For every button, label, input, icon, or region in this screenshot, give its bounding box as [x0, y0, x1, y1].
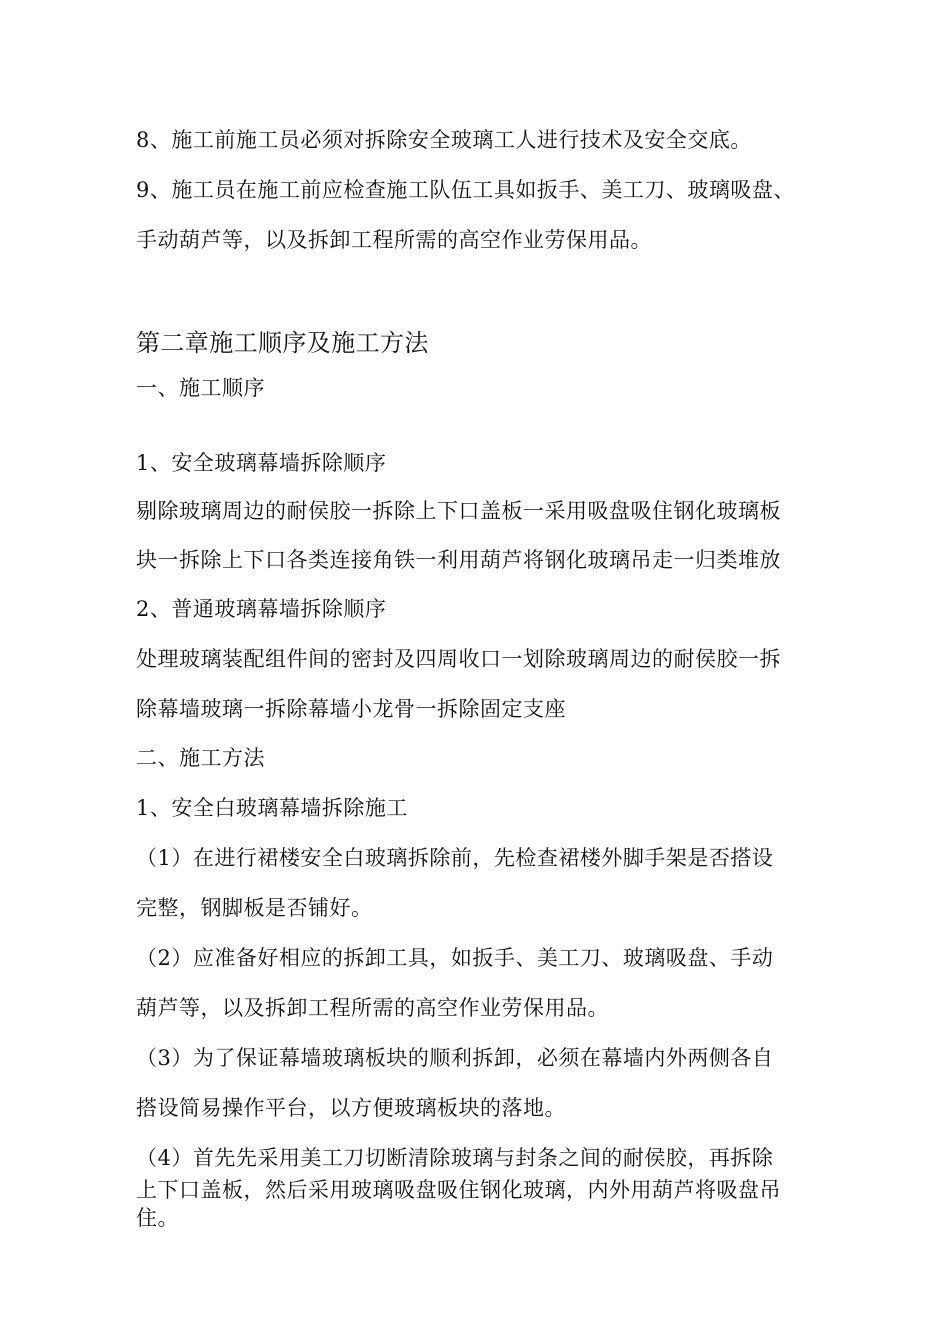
chapter-title: 第二章施工顺序及施工方法	[136, 329, 429, 357]
step-1-line-2: 完整，钢脚板是否铺好。	[136, 896, 373, 920]
section-title-method: 二、施工方法	[136, 746, 265, 770]
step-3-line-1: （3）为了保证幕墙玻璃板块的顺利拆卸，必须在幕墙内外两侧各自	[136, 1046, 774, 1070]
step-2-line-1: （2）应准备好相应的拆卸工具，如扳手、美工刀、玻璃吸盘、手动	[136, 946, 774, 970]
paragraph-item-9-line-2: 手动葫芦等，以及拆卸工程所需的高空作业劳保用品。	[136, 228, 652, 252]
ordinary-glass-order-line-1: 处理玻璃装配组件间的密封及四周收口一划除玻璃周边的耐侯胶一拆	[136, 647, 781, 671]
section-title-order: 一、施工顺序	[136, 376, 265, 400]
step-4-line-2: 上下口盖板，然后采用玻璃吸盘吸住钢化玻璃，内外用葫芦将吸盘吊	[136, 1178, 781, 1202]
step-1-line-1: （1）在进行裙楼安全白玻璃拆除前，先检查裙楼外脚手架是否搭设	[136, 846, 774, 870]
step-3-line-2: 搭设简易操作平台，以方便玻璃板块的落地。	[136, 1096, 566, 1120]
step-4-line-3: 住。	[136, 1206, 179, 1230]
ordinary-glass-order-line-2: 除幕墙玻璃一拆除幕墙小龙骨一拆除固定支座	[136, 697, 566, 721]
subsection-title-white-glass-removal: 1、安全白玻璃幕墙拆除施工	[136, 796, 408, 820]
paragraph-item-8: 8、施工前施工员必须对拆除安全玻璃工人进行技术及安全交底。	[136, 128, 752, 152]
subsection-title-safety-glass-order: 1、安全玻璃幕墙拆除顺序	[136, 451, 387, 475]
step-2-line-2: 葫芦等，以及拆卸工程所需的高空作业劳保用品。	[136, 996, 609, 1020]
safety-glass-order-line-1: 剔除玻璃周边的耐侯胶一拆除上下口盖板一采用吸盘吸住钢化玻璃板	[136, 499, 781, 523]
paragraph-item-9-line-1: 9、施工员在施工前应检查施工队伍工具如扳手、美工刀、玻璃吸盘、	[136, 178, 795, 202]
subsection-title-ordinary-glass-order: 2、普通玻璃幕墙拆除顺序	[136, 597, 387, 621]
step-4-line-1: （4）首先先采用美工刀切断清除玻璃与封条之间的耐侯胶，再拆除	[136, 1146, 774, 1170]
safety-glass-order-line-2: 块一拆除上下口各类连接角铁一利用葫芦将钢化玻璃吊走一归类堆放	[136, 548, 781, 572]
